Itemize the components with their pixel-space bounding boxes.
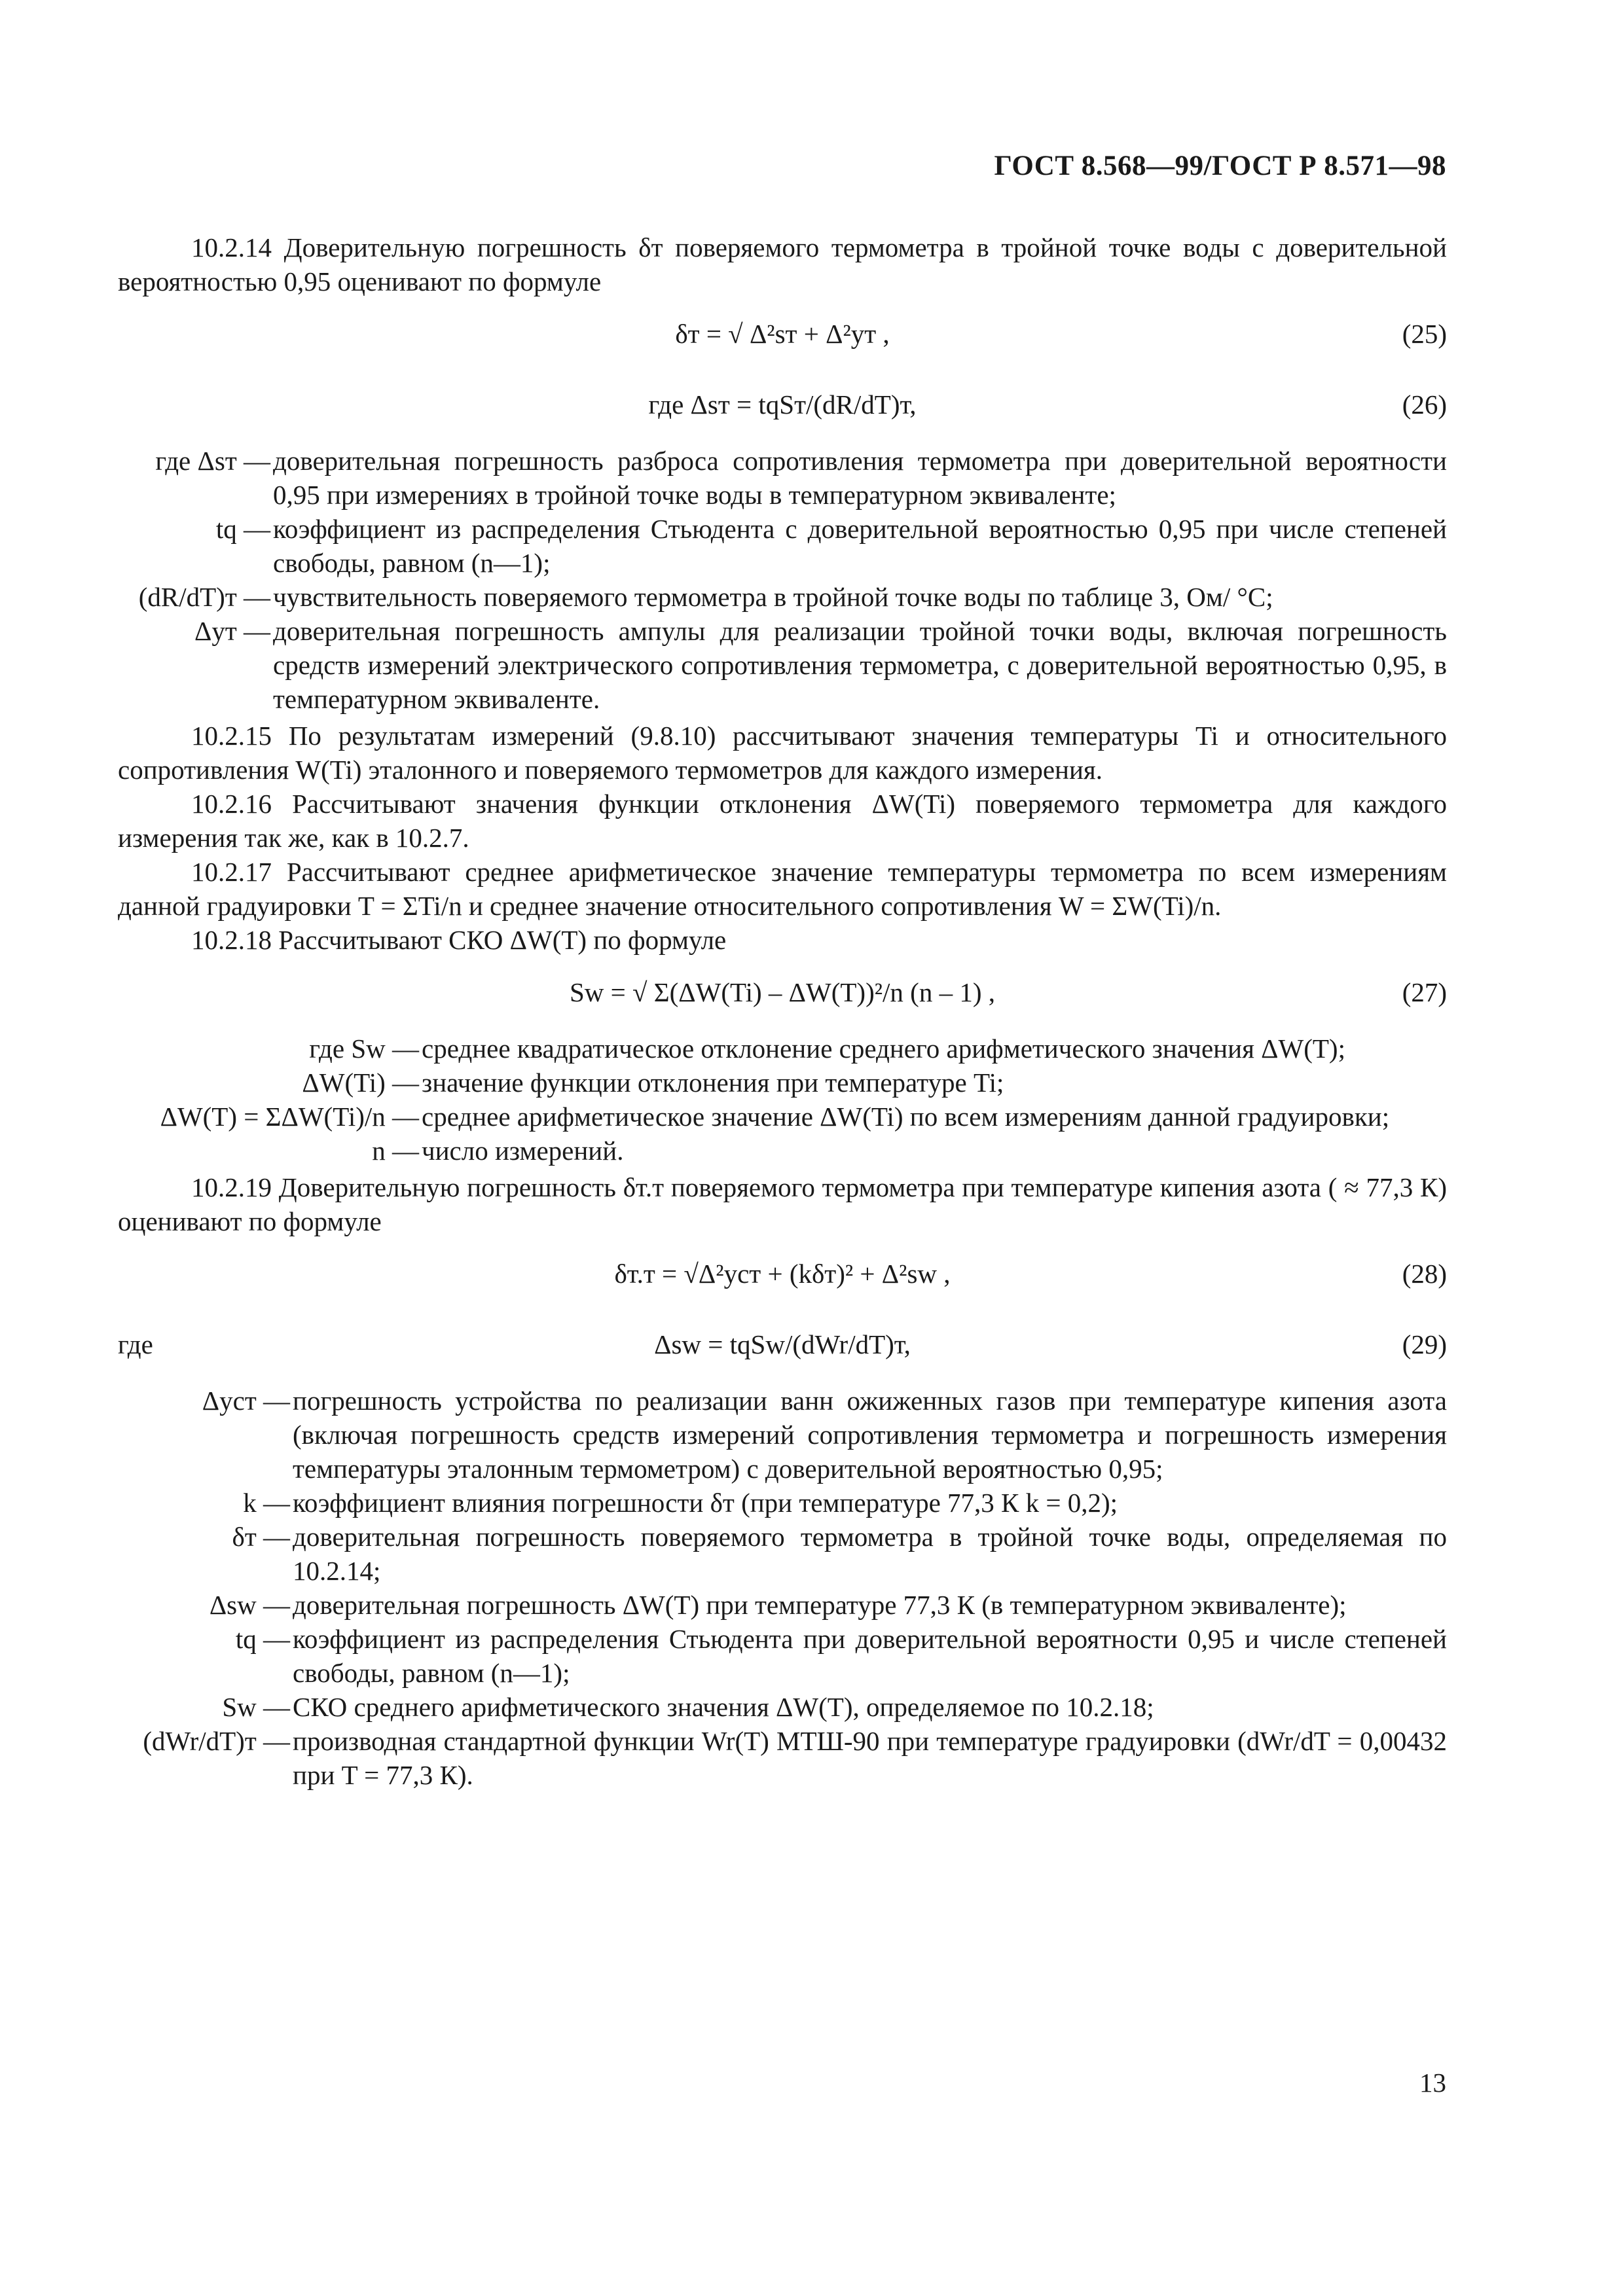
- formula-25-expression: δт = √ Δ²sт + Δ²ут ,: [675, 319, 890, 349]
- definition-symbol: tq —: [215, 514, 270, 544]
- definition-symbol: Δут —: [194, 616, 270, 646]
- definition-text: значение функции отклонения при температуре Ti;: [422, 1067, 1004, 1098]
- formula-29-lead: где: [118, 1329, 153, 1359]
- formula-28-number: (28): [1402, 1259, 1447, 1289]
- formula-29-number: (29): [1402, 1329, 1447, 1359]
- definitions-list-3: [118, 1384, 1447, 1792]
- definition-row: [118, 580, 1447, 614]
- definition-text: доверительная погрешность ампулы для реализации тройной точки воды, включая погрешность средств измерений электрического сопротивления термометра, с доверительной вероятностью 0,95, в температурном эквиваленте.: [273, 616, 1447, 714]
- definition-symbol: Δуст —: [202, 1386, 290, 1416]
- definition-text: среднее квадратическое отклонение среднего арифметического значения ΔW(T);: [422, 1033, 1345, 1064]
- definition-symbol: δт —: [232, 1522, 290, 1552]
- paragraph-10-2-16: 10.2.16 Рассчитывают значения функции отклонения ΔW(Ti) поверяемого термометра для каждого измерения так же, как в 10.2.7.: [118, 789, 1447, 853]
- definition-row: [118, 614, 1447, 716]
- definition-row: [118, 1100, 1447, 1134]
- definition-row: [118, 1622, 1447, 1690]
- definition-text: среднее арифметическое значение ΔW(Ti) по всем измерениям данной градуировки;: [422, 1102, 1390, 1132]
- paragraph-10-2-15: 10.2.15 По результатам измерений (9.8.10) рассчитывают значения температуры Ti и относительного сопротивления W(Ti) эталонного и поверяемого термометров для каждого измерения.: [118, 721, 1447, 785]
- definition-text: коэффициент из распределения Стьюдента с доверительной вероятностью 0,95 при числе степеней свободы, равном (n—1);: [273, 514, 1447, 578]
- definition-row: [118, 1134, 1447, 1168]
- definition-text: коэффициент из распределения Стьюдента при доверительной вероятности 0,95 и числе степеней свободы, равном (n—1);: [293, 1624, 1447, 1688]
- paragraph-10-2-17: 10.2.17 Рассчитывают среднее арифметическое значение температуры термометра по всем измерениям данной градуировки T = ΣTi/n и среднее значение относительного сопротивления W = ΣW(Ti)/n.: [118, 857, 1447, 921]
- page-number: 13: [1419, 2068, 1446, 2098]
- paragraph-10-2-18: 10.2.18 Рассчитывают СКО ΔW(T) по формуле: [191, 925, 727, 955]
- definition-row: [118, 1066, 1447, 1100]
- definition-symbol: k —: [243, 1488, 290, 1518]
- formula-26-expression: где Δsт = tqSт/(dR/dT)т,: [648, 389, 917, 420]
- definition-text: СКО среднего арифметического значения ΔW(T), определяемое по 10.2.18;: [293, 1692, 1154, 1722]
- definition-row: [118, 444, 1447, 512]
- formula-28: [118, 1238, 1447, 1309]
- formula-25-number: (25): [1402, 319, 1447, 349]
- definition-row: [118, 1588, 1447, 1622]
- definition-symbol: (dWr/dT)т —: [143, 1726, 290, 1756]
- definition-text: число измерений.: [422, 1136, 624, 1166]
- definition-row: [118, 1031, 1447, 1066]
- definition-row: [118, 1690, 1447, 1724]
- definition-symbol: где Sw —: [309, 1033, 419, 1064]
- definitions-list-2: [118, 1031, 1447, 1168]
- definition-row: [118, 1724, 1447, 1792]
- definition-symbol: (dR/dT)т —: [138, 582, 270, 612]
- formula-27-number: (27): [1402, 977, 1447, 1007]
- formula-29: [118, 1309, 1447, 1380]
- definition-symbol: где Δsт —: [155, 446, 270, 476]
- formula-26-number: (26): [1402, 389, 1447, 420]
- formula-27: [118, 957, 1447, 1028]
- formula-26: [118, 369, 1447, 440]
- formula-29-expression: Δsw = tqSw/(dWr/dT)т,: [654, 1329, 911, 1359]
- definition-text: доверительная погрешность разброса сопротивления термометра при доверительной вероятности 0,95 при измерениях в тройной точке воды в температурном эквиваленте;: [273, 446, 1447, 510]
- definition-symbol: n —: [372, 1136, 419, 1166]
- definition-symbol: ΔW(Ti) —: [302, 1067, 419, 1098]
- definition-text: производная стандартной функции Wr(T) МТШ-90 при температуре градуировки (dWr/dT = 0,00432 при T = 77,3 К).: [293, 1726, 1447, 1790]
- document-header: ГОСТ 8.568—99/ГОСТ Р 8.571—98: [994, 151, 1446, 181]
- definition-text: погрешность устройства по реализации ванн ожиженных газов при температуре кипения азота (включая погрешность средств измерений сопротивления термометра и погрешность измерения температуры эталонным термометром) с доверительной вероятностью 0,95;: [293, 1386, 1447, 1484]
- definition-row: [118, 1486, 1447, 1520]
- definition-symbol: Sw —: [222, 1692, 290, 1722]
- definition-row: [118, 1384, 1447, 1486]
- definition-symbol: Δsw —: [209, 1590, 290, 1620]
- definition-text: доверительная погрешность поверяемого термометра в тройной точке воды, определяемая по 10.2.14;: [293, 1522, 1447, 1586]
- formula-27-expression: Sw = √ Σ(ΔW(Ti) – ΔW(T))²/n (n – 1) ,: [570, 977, 995, 1007]
- paragraph-10-2-19: 10.2.19 Доверительную погрешность δт.т поверяемого термометра при температуре кипения азота ( ≈ 77,3 К) оценивают по формуле: [118, 1172, 1447, 1236]
- definition-symbol: tq —: [235, 1624, 290, 1654]
- definitions-list-1: [118, 444, 1447, 716]
- definition-text: коэффициент влияния погрешности δт (при температуре 77,3 К k = 0,2);: [293, 1488, 1118, 1518]
- formula-28-expression: δт.т = √Δ²уст + (kδт)² + Δ²sw ,: [614, 1259, 951, 1289]
- definition-text: доверительная погрешность ΔW(T) при температуре 77,3 К (в температурном эквиваленте);: [293, 1590, 1347, 1620]
- definition-row: [118, 512, 1447, 580]
- formula-25: [118, 298, 1447, 369]
- paragraph-10-2-14: 10.2.14 Доверительную погрешность δт поверяемого термометра в тройной точке воды с доверительной вероятностью 0,95 оценивают по формуле: [118, 232, 1447, 296]
- definition-text: чувствительность поверяемого термометра в тройной точке воды по таблице 3, Ом/ °С;: [273, 582, 1273, 612]
- definition-row: [118, 1520, 1447, 1588]
- definition-symbol: ΔW(T) = ΣΔW(Ti)/n —: [160, 1102, 419, 1132]
- page-content: [118, 230, 1447, 1795]
